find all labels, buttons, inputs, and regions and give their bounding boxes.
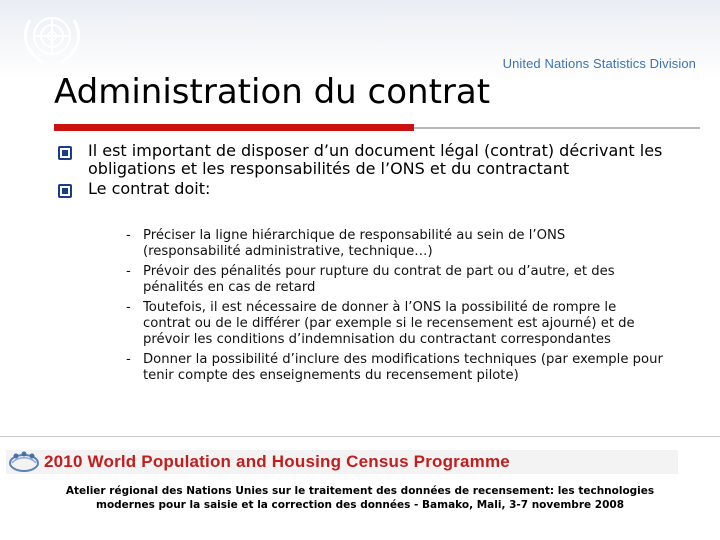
title-underline-rule <box>414 127 700 129</box>
sub-item <box>126 228 666 260</box>
org-name: United Nations Statistics Division <box>502 56 696 71</box>
bullet-text: Le contrat doit: <box>88 179 211 198</box>
bullet-text: Il est important de disposer d’un document légal (contrat) décrivant les obligations et les responsabilités de l’ONS et du contractant <box>88 141 663 178</box>
banner-text: 2010 World Population and Housing Census Programme <box>44 452 510 471</box>
title-underline-accent <box>54 124 414 131</box>
sub-item <box>126 352 666 384</box>
census-banner <box>6 450 678 474</box>
sub-item-text: Donner la possibilité d’inclure des modifications techniques (par exemple pour tenir compte des enseignements du recensement pilote) <box>143 352 663 383</box>
checkbox-bullet-icon <box>58 184 72 198</box>
bullet-item <box>56 142 696 178</box>
sub-item <box>126 264 666 296</box>
footer-line-2: modernes pour la saisie et la correction des données - Bamako, Mali, 3-7 novembre 2008 <box>96 499 624 511</box>
footer-line-1: Atelier régional des Nations Unies sur le traitement des données de recensement: les technologies <box>65 485 655 497</box>
slide-title: Administration du contrat <box>54 72 491 112</box>
checkbox-bullet-icon <box>58 146 72 160</box>
footer-divider <box>0 436 720 437</box>
dash-marker: - <box>126 228 131 243</box>
sub-list <box>126 228 666 388</box>
sub-item <box>126 300 666 348</box>
sub-item-text: Prévoir des pénalités pour rupture du contrat de part ou d’autre, et des pénalités en cas de retard <box>143 264 615 295</box>
dash-marker: - <box>126 352 131 367</box>
sub-item-text: Toutefois, il est nécessaire de donner à l’ONS la possibilité de rompre le contrat ou de le différer (par exemple si le recensement est ajourné) et de prévoir les conditions d’indemnisation du contractant correspondantes <box>143 300 635 347</box>
bullet-item <box>56 180 696 198</box>
un-emblem-icon <box>16 6 88 70</box>
dash-marker: - <box>126 300 131 315</box>
bullet-list <box>56 142 696 200</box>
globe-people-icon <box>6 450 46 474</box>
sub-item-text: Préciser la ligne hiérarchique de responsabilité au sein de l’ONS (responsabilité administrative, technique…) <box>143 228 566 259</box>
footer-caption <box>40 484 680 512</box>
dash-marker: - <box>126 264 131 279</box>
